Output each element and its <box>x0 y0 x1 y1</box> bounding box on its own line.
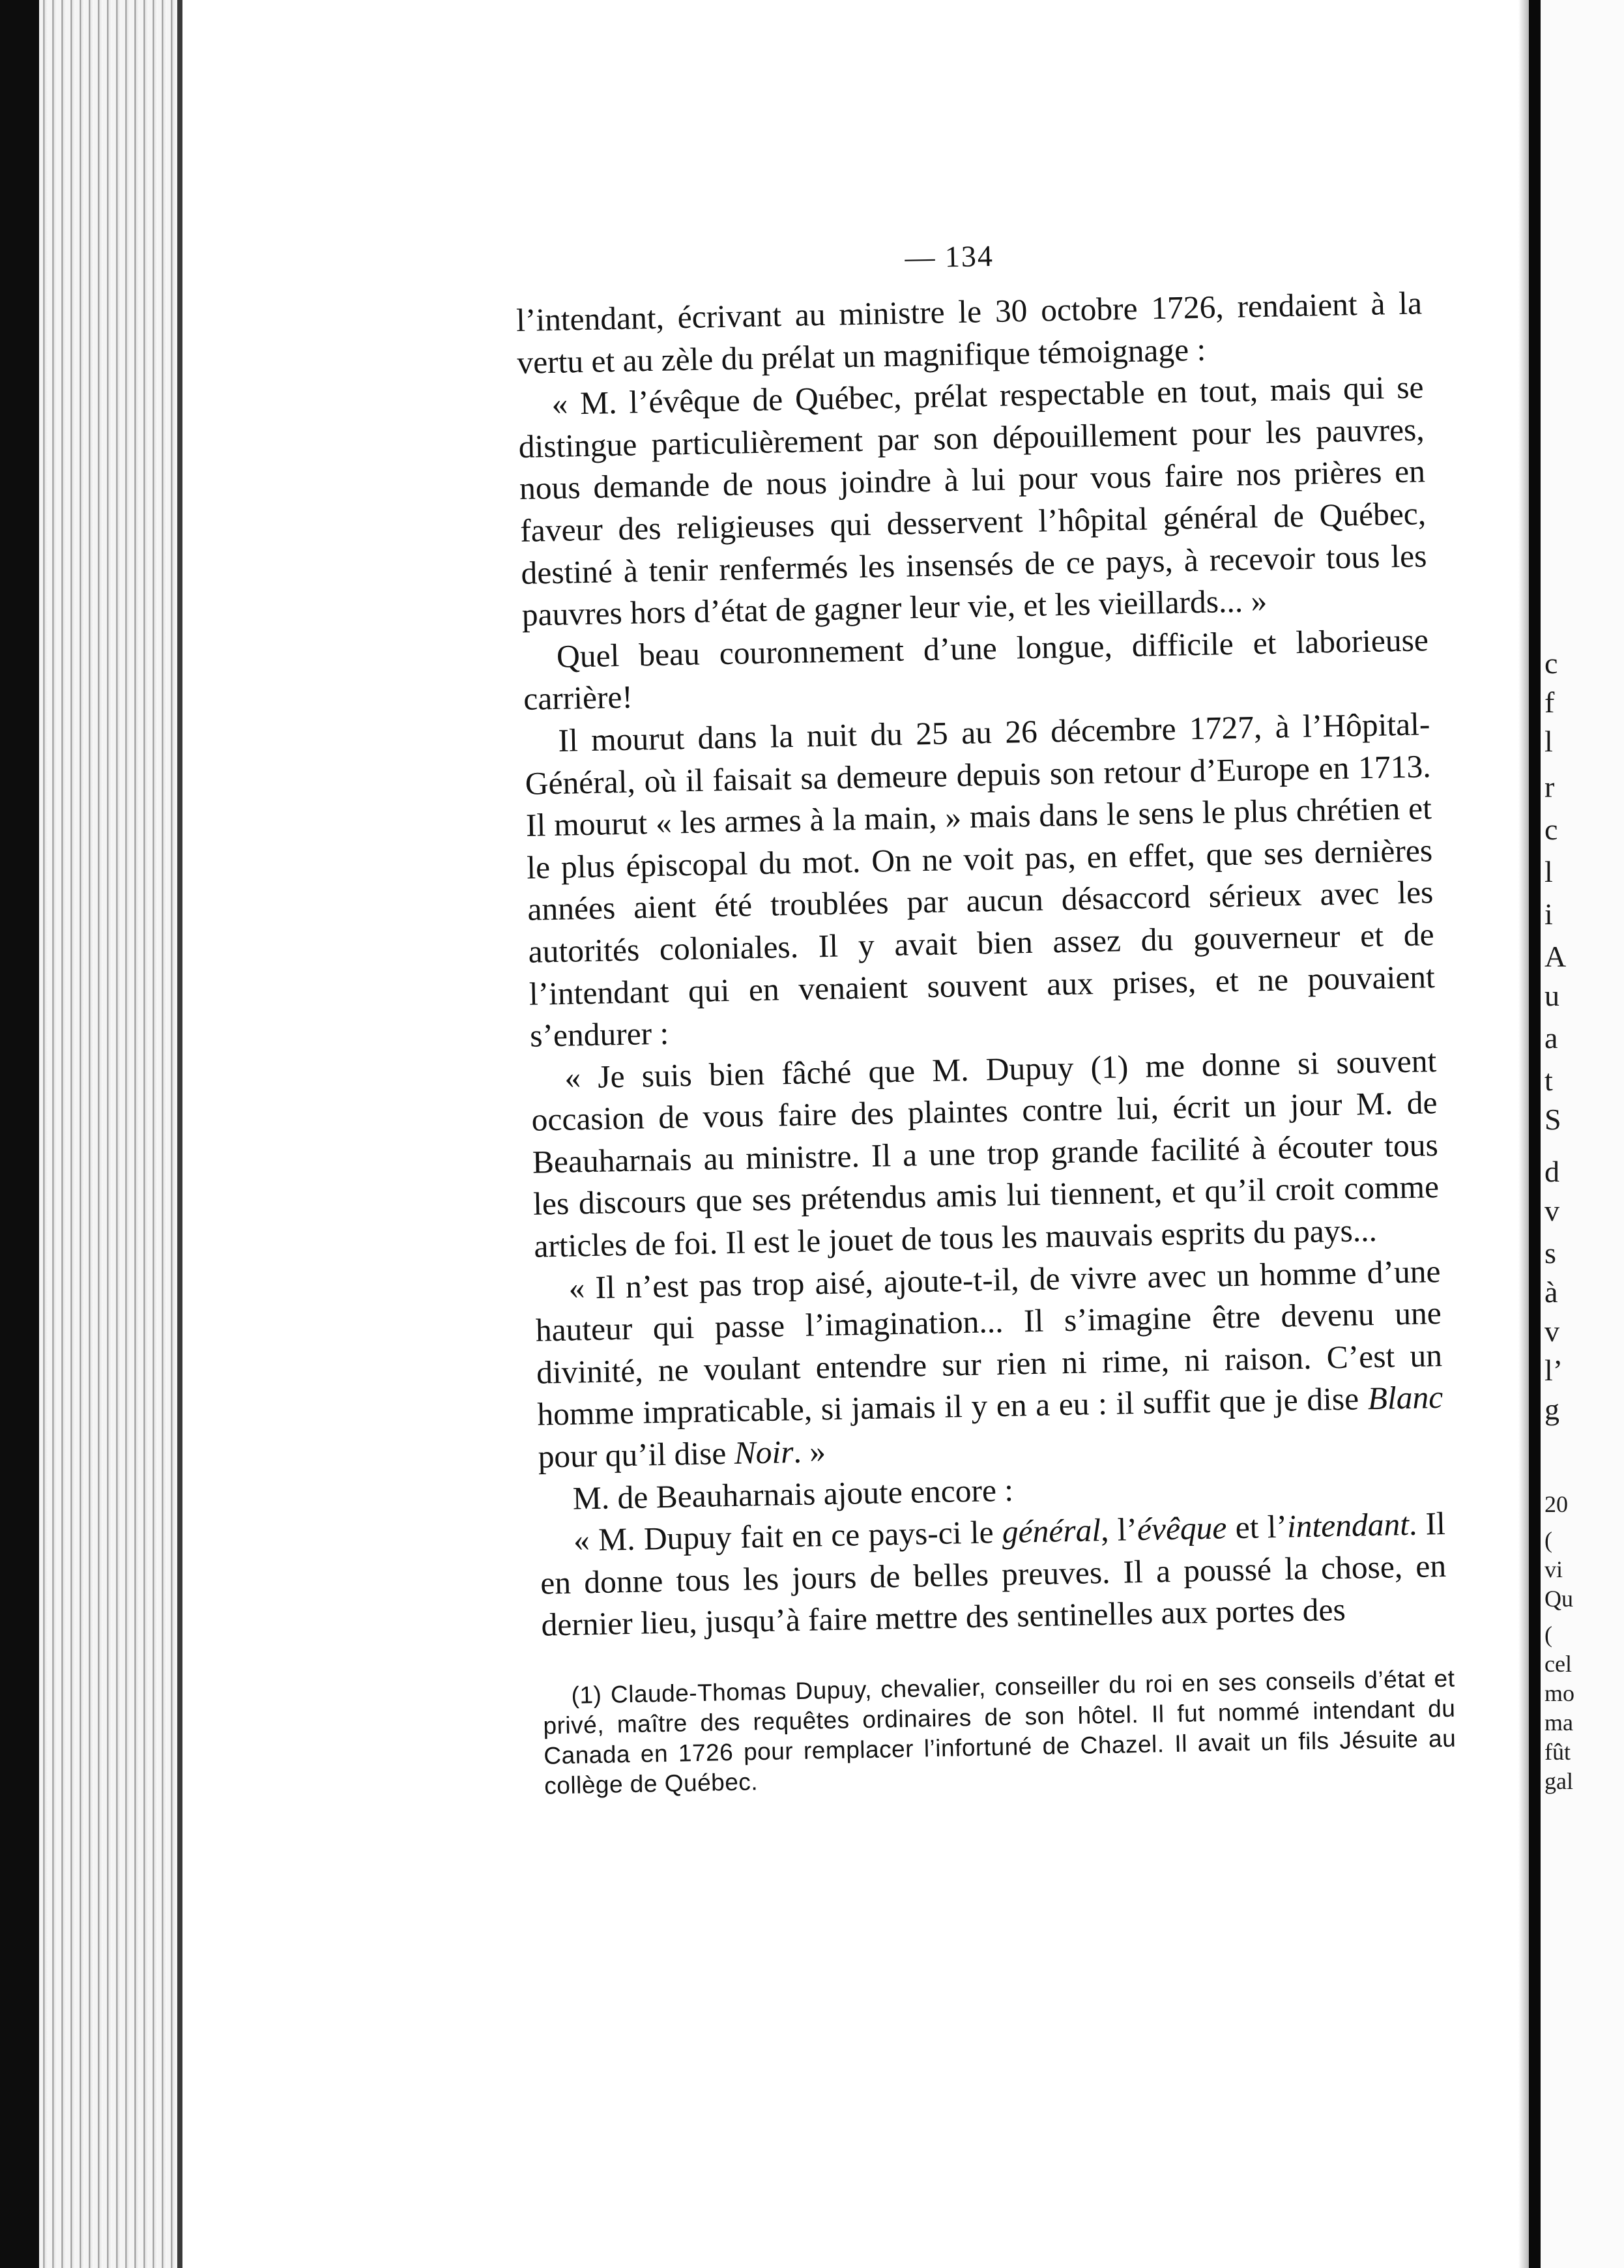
next-page-fragment: c <box>1544 813 1558 846</box>
paragraph: l’intendant, écrivant au ministre le 30 octobre 1726, rendaient à la vertu et au zèle du prélat un magnifique témoignage : <box>515 285 1423 381</box>
next-page-fragment: ( <box>1544 1621 1552 1648</box>
body-text <box>516 282 1447 1646</box>
next-page-fragment: cel <box>1544 1651 1572 1677</box>
next-page-fragment: mo <box>1544 1680 1575 1706</box>
paragraph <box>539 1503 1447 1646</box>
paragraph: M. de Beauharnais ajoute encore : <box>572 1472 1014 1517</box>
next-page-fragment: d <box>1544 1155 1559 1188</box>
paragraph-text: . <box>1408 1506 1417 1543</box>
book-page-edges <box>39 0 182 2268</box>
paragraph-text: « M. Dupuy fait en ce pays-ci le <box>573 1514 994 1558</box>
footnote-text: (1) Claude-Thomas Dupuy, chevalier, conseiller du roi en ses conseils d’état et privé, maître des requêtes ordinaires de son hôtel. Il fut nommé intendant du Canada en 1726 pour remplacer l’infortuné de Chazel. Il avait un fils Jésuite au collège de Québec. <box>543 1665 1457 1799</box>
paragraph-text: Il en donne tous les jours de belles preuves. Il a poussé la chose, en dernier lieu, jusqu’à faire mettre des sentinelles aux portes des <box>540 1505 1447 1644</box>
next-page-fragment: c <box>1544 647 1558 680</box>
next-page-fragment: à <box>1544 1275 1558 1309</box>
paragraph: « Je suis bien fâché que M. Dupuy (1) me donne si souvent occasion de vous faire des plaintes contre lui, écrit un jour M. de Beauharnais au ministre. Il a une trop grande facilité à écouter tous les discours que ses prétendus amis lui tiennent, et qu’il croit comme articles de foi. Il est le jouet de tous les mauvais esprits du pays... <box>531 1042 1440 1264</box>
next-page-fragment: t <box>1544 1064 1553 1097</box>
next-page-fragment: gal <box>1544 1768 1573 1794</box>
paragraph-text: pour qu’il dise <box>538 1434 735 1475</box>
next-page-fragment: v <box>1544 1194 1559 1227</box>
next-page-fragment: s <box>1544 1236 1556 1270</box>
next-page-fragment: Qu <box>1544 1586 1573 1612</box>
paragraph: Il mourut dans la nuit du 25 au 26 décembre 1727, à l’Hôpital-Général, où il faisait sa demeure depuis son retour d’Europe en 1713. Il mourut « les armes à la main, » mais dans le sens le plus chrétien et le plus épiscopal du mot. On ne voit pas, en effet, que ses dernières années aient été troublées par aucun désaccord sérieux avec les autorités coloniales. Il y avait bien assez du gouverneur et de l’intendant qui en venaient souvent aux prises, et ne pouvaient s’endurer : <box>525 706 1436 1054</box>
next-page-fragment: u <box>1544 979 1559 1012</box>
paragraph-text: « Il n’est pas trop aisé, ajoute-t-il, de vivre avec un homme d’une hauteur qui passe l’imagination... Il s’imagine être devenu une divinité, ne voulant entendre sur rien ni rime, ni raison. C’est un homme impraticable, si jamais il y en a eu : il suffit que je dise <box>535 1253 1443 1433</box>
italic-word: intendant <box>1286 1506 1410 1545</box>
footnote <box>542 1664 1457 1801</box>
scanner-border <box>0 0 39 2268</box>
next-page-fragment: S <box>1544 1103 1561 1136</box>
next-page-fragment: A <box>1544 940 1567 973</box>
italic-word: général <box>1002 1512 1101 1550</box>
next-page-fragment: a <box>1544 1021 1558 1054</box>
paragraph-text: , l’ <box>1100 1511 1138 1548</box>
italic-word: Noir <box>734 1434 794 1471</box>
italic-word: évêque <box>1137 1509 1227 1548</box>
next-page-fragment: f <box>1544 686 1555 719</box>
paragraph-text: . » <box>792 1433 826 1470</box>
next-page-fragment: l’ <box>1544 1354 1563 1387</box>
next-page-fragment: 20 <box>1544 1491 1568 1517</box>
paragraph: « M. l’évêque de Québec, prélat respectable en tout, mais qui se distingue particulièrement par son dépouillement pour les pauvres, nous demande de nous joindre à lui pour vous faire nos prières en faveur des religieuses qui desservent l’hôpital général de Québec, destiné à tenir renfermés les insensés de ce pays, à recevoir tous les pauvres hors d’état de gagner leur vie, et les vieillards... » <box>518 369 1427 633</box>
next-page-fragment: fût <box>1544 1739 1571 1765</box>
gutter-shadow <box>1518 0 1529 2268</box>
paragraph <box>534 1251 1444 1479</box>
next-page-fragment: l <box>1544 855 1553 888</box>
italic-word: Blanc <box>1367 1379 1443 1417</box>
page-number: — 134 <box>904 239 994 274</box>
next-page-fragment: v <box>1544 1315 1559 1348</box>
next-page-fragment: l <box>1544 725 1553 758</box>
next-page-fragment: vi <box>1544 1556 1563 1582</box>
next-page-fragment: i <box>1544 897 1553 931</box>
adjacent-page-fragment <box>1541 0 1624 2268</box>
book-gutter <box>1529 0 1541 2268</box>
paragraph-text: et l’ <box>1226 1508 1288 1546</box>
next-page-fragment: ma <box>1544 1709 1573 1736</box>
book-page <box>515 229 1497 1851</box>
paragraph: Quel beau couronnement d’une longue, difficile et laborieuse carrière! <box>523 621 1429 718</box>
next-page-fragment: r <box>1544 770 1555 804</box>
next-page-fragment: g <box>1544 1393 1559 1426</box>
next-page-fragment: ( <box>1544 1527 1552 1553</box>
